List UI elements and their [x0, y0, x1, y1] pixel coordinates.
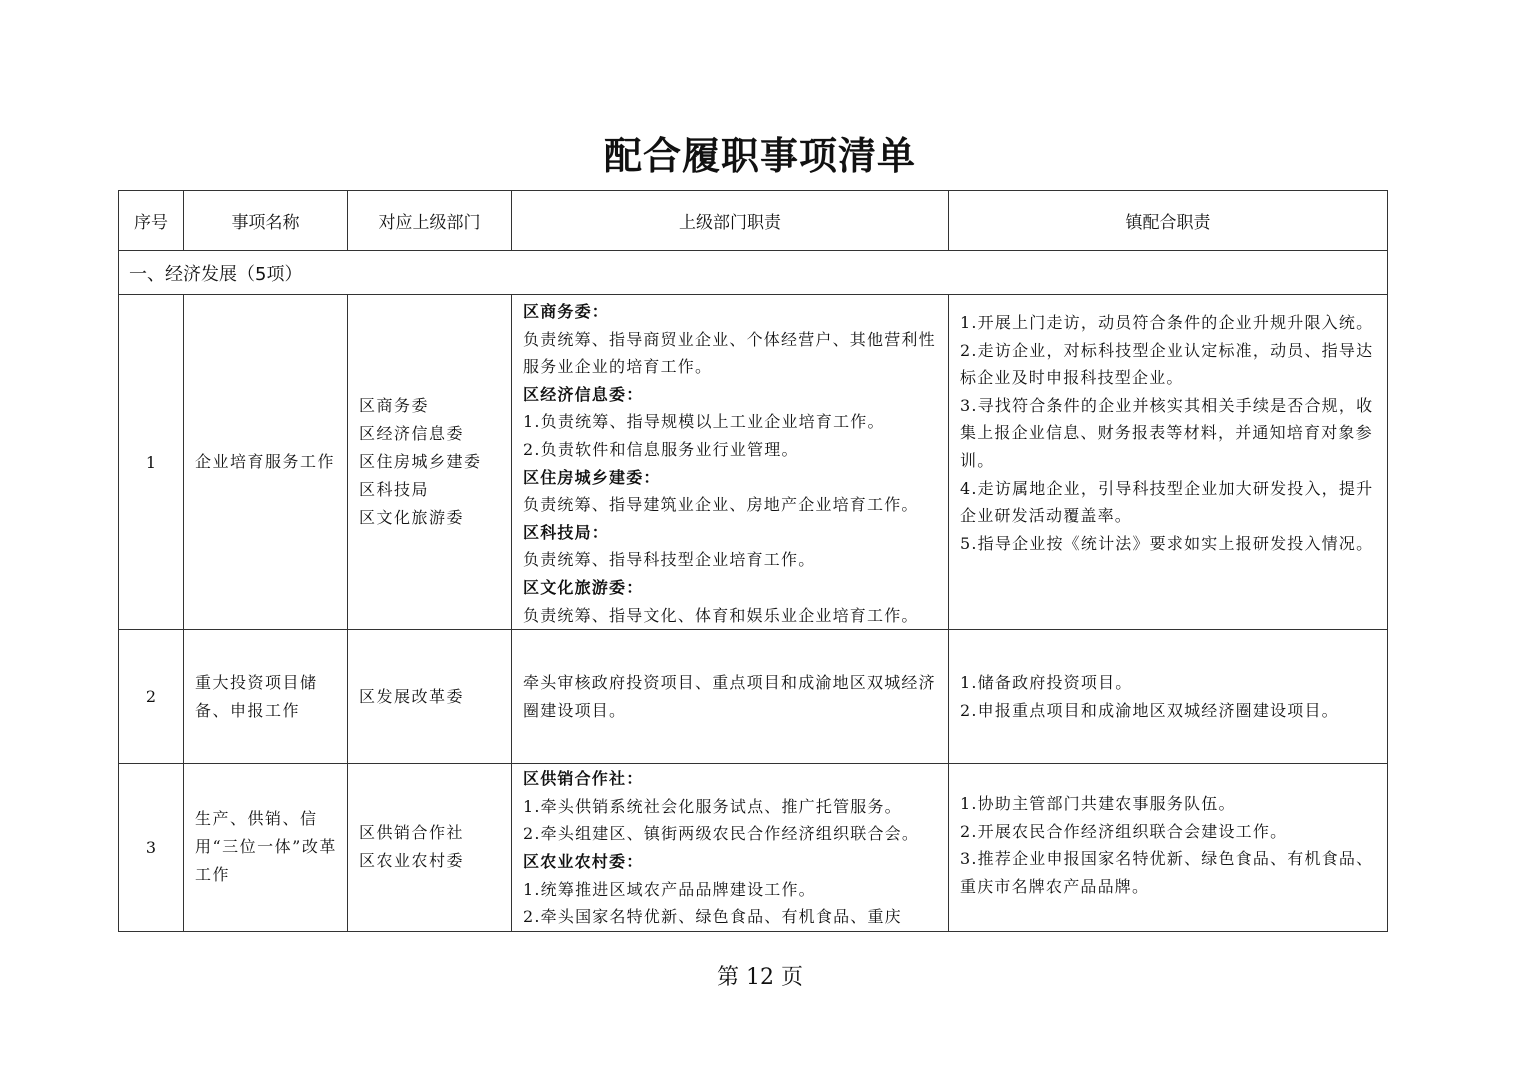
town-cell: [949, 630, 1388, 764]
duty-heading: 区科技局：: [523, 522, 610, 542]
table-row: [119, 630, 1388, 764]
duty-heading: 区文化旅游委：: [523, 577, 644, 597]
item-name: 企业培育服务工作: [184, 295, 348, 630]
duty-line: 负责统筹、指导建筑业企业、房地产企业培育工作。: [523, 495, 919, 515]
header-dept: 对应上级部门: [348, 191, 512, 251]
town-duty-item: 3.推荐企业申报国家名特优新、绿色食品、有机食品、重庆市名牌农产品品牌。: [960, 849, 1374, 896]
item-name: 重大投资项目储备、申报工作: [184, 630, 348, 764]
dept-item: 区科技局: [359, 480, 430, 500]
dept-item: 区发展改革委: [359, 686, 465, 706]
duty-line: 负责统筹、指导科技型企业培育工作。: [523, 550, 816, 570]
dept-list: [348, 630, 512, 764]
town-duty-item: 1.储备政府投资项目。: [960, 673, 1133, 693]
row-number: 2: [119, 630, 184, 764]
duty-line: 负责统筹、指导商贸业企业、个体经营户、其他营利性服务业企业的培育工作。: [523, 329, 936, 377]
page-number: 第 12 页: [717, 965, 803, 990]
duty-line: 2.牵头国家名特优新、绿色食品、有机食品、重庆: [523, 907, 902, 927]
town-duty-item: 2.走访企业，对标科技型企业认定标准，动员、指导达标企业及时申报科技型企业。: [960, 340, 1374, 388]
section-row: [119, 251, 1388, 295]
duty-heading: 区经济信息委：: [523, 384, 644, 404]
town-duty-item: 4.走访属地企业，引导科技型企业加大研发投入，提升企业研发活动覆盖率。: [960, 478, 1374, 526]
town-duty-item: 3.寻找符合条件的企业并核实其相关手续是否合规，收集上报企业信息、财务报表等材料，并通知培育对象参训。: [960, 395, 1374, 470]
duty-heading: 区农业农村委：: [523, 851, 644, 871]
item-name: 生产、供销、信用“三位一体”改革工作: [184, 764, 348, 932]
dept-item: 区文化旅游委: [359, 508, 465, 528]
duty-line: 2.牵头组建区、镇街两级农民合作经济组织联合会。: [523, 824, 920, 844]
duty-line: 1.负责统筹、指导规模以上工业企业培育工作。: [523, 412, 885, 432]
town-duty-item: 5.指导企业按《统计法》要求如实上报研发投入情况。: [960, 533, 1374, 553]
dept-item: 区住房城乡建委: [359, 452, 482, 472]
header-item-name: 事项名称: [184, 191, 348, 251]
duty-heading: 区商务委：: [523, 302, 610, 321]
duty-line: 1.统筹推进区域农产品品牌建设工作。: [523, 879, 816, 899]
town-duty-item: 2.申报重点项目和成渝地区双城经济圈建设项目。: [960, 700, 1339, 720]
table-row: [119, 295, 1388, 630]
dept-item: 区商务委: [359, 396, 430, 416]
table-row: [119, 764, 1388, 932]
dept-item: 区供销合作社: [359, 823, 465, 843]
row-number: 3: [119, 764, 184, 932]
dept-item: 区经济信息委: [359, 424, 465, 444]
duty-cell: [512, 295, 949, 630]
table-header-row: [119, 191, 1388, 251]
duty-line: 2.负责软件和信息服务业行业管理。: [523, 439, 799, 459]
duty-line: 牵头审核政府投资项目、重点项目和成渝地区双城经济圈建设项目。: [523, 673, 936, 720]
dept-list: [348, 295, 512, 630]
dept-item: 区农业农村委: [359, 851, 465, 871]
duty-line: 1.牵头供销系统社会化服务试点、推广托管服务。: [523, 796, 902, 816]
duty-cell: [512, 764, 949, 932]
section-title: 一、经济发展（5项）: [119, 251, 1388, 295]
header-seq: 序号: [119, 191, 184, 251]
dept-list: [348, 764, 512, 932]
duty-line: 负责统筹、指导文化、体育和娱乐业企业培育工作。: [523, 605, 919, 625]
header-duty: 上级部门职责: [512, 191, 949, 251]
town-cell: [949, 764, 1388, 932]
duty-heading: 区住房城乡建委：: [523, 467, 661, 487]
town-duty-item: 1.协助主管部门共建农事服务队伍。: [960, 794, 1236, 814]
row-number: 1: [119, 295, 184, 630]
town-duty-item: 1.开展上门走访，动员符合条件的企业升规升限入统。: [960, 313, 1374, 332]
document-title: 配合履职事项清单: [603, 133, 916, 178]
town-cell: [949, 295, 1388, 630]
duty-list-table: [118, 190, 1388, 932]
town-duty-item: 2.开展农民合作经济组织联合会建设工作。: [960, 821, 1288, 841]
duty-heading: 区供销合作社：: [523, 769, 644, 789]
duty-cell: [512, 630, 949, 764]
header-town: 镇配合职责: [949, 191, 1388, 251]
